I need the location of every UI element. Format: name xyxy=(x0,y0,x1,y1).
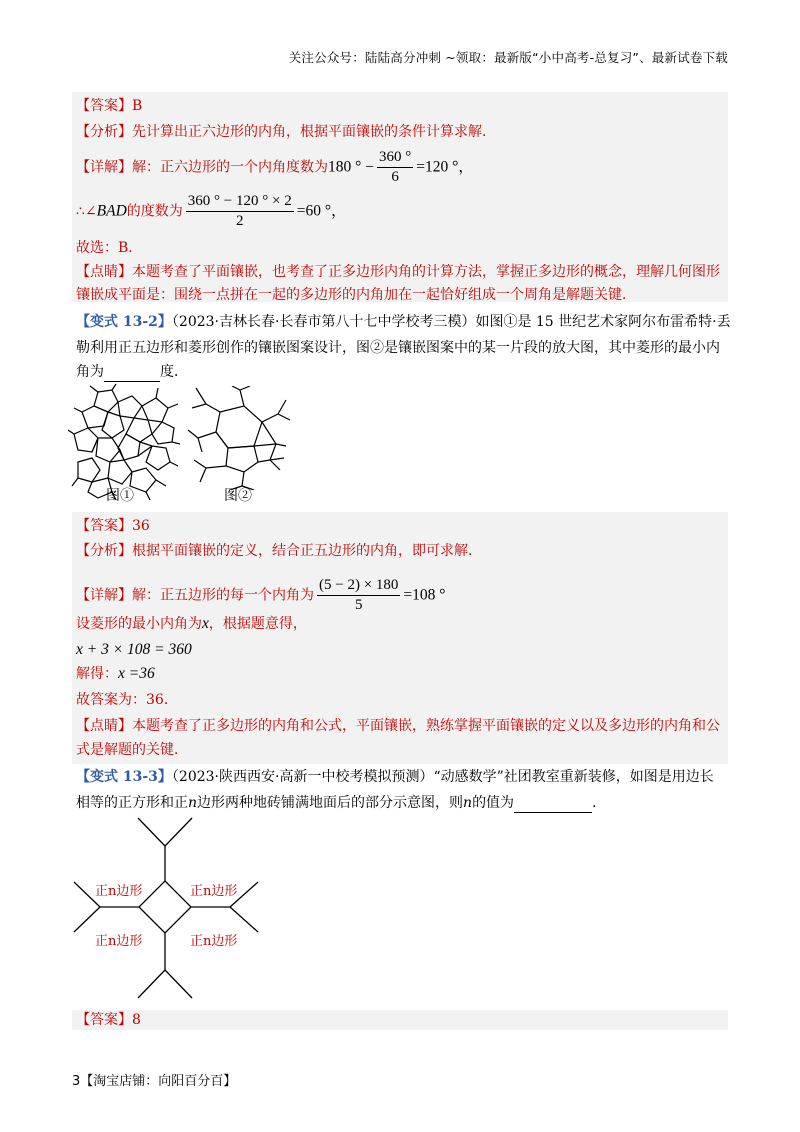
detail-line-3 xyxy=(76,576,446,615)
fraction-numerator: (5 − 2) × 180 xyxy=(317,576,400,596)
detail-text: 解：正五边形的每一个内角为 xyxy=(132,587,314,604)
figure-2-caption: 图② xyxy=(224,488,252,504)
q3-text-b: 边形两种地砖铺满地面后的部分示意图，则 xyxy=(197,795,464,811)
detail-tag: 【详解】 xyxy=(76,587,132,604)
solve-equation: x =36 xyxy=(118,665,155,682)
question-13-2-line-1 xyxy=(76,312,731,332)
detail-tag: 【详解】 xyxy=(76,159,132,176)
question-text-3: 角为 xyxy=(76,364,104,380)
question-13-2-line-2: 勒利用正五边形和菱形创作的镶嵌图案设计，图②是镶嵌图案中的某一片段的放大图，其中菱形的最小内 xyxy=(76,340,720,356)
choose-line: 故选：B． xyxy=(76,240,143,256)
fraction xyxy=(377,148,413,187)
label-ngon-top-right: 正n边形 xyxy=(190,884,238,899)
point-line-2: 镶嵌成平面是：围绕一点拼在一起的多边形的内角加在一起恰好组成一个周角是解题关键． xyxy=(76,287,636,303)
label-ngon-top-left: 正n边形 xyxy=(95,884,143,899)
analysis-text: 根据平面镶嵌的定义，结合正五边形的内角，即可求解． xyxy=(132,543,482,559)
solution-block-3 xyxy=(72,1010,728,1030)
detail-text-2: 的度数为 xyxy=(126,203,183,220)
detail-text: 解：正六边形的一个内角度数为 xyxy=(132,159,328,176)
set-line xyxy=(76,614,307,634)
center-square xyxy=(139,881,191,933)
question-13-3-line-1 xyxy=(76,767,714,787)
fraction-numerator: 360 ° − 120 ° × 2 xyxy=(186,192,294,212)
fraction-numerator: 360 ° xyxy=(377,148,413,168)
formula-result-2: =60 °， xyxy=(296,202,347,220)
final-line: 故答案为：36． xyxy=(76,692,178,708)
answer-line-3 xyxy=(76,1010,141,1030)
solve-line xyxy=(76,664,155,684)
figure-3-tiling xyxy=(70,812,270,1012)
q3-text-c: 的值为 xyxy=(472,795,515,811)
fraction-denominator: 2 xyxy=(235,213,244,229)
answer-value: 8 xyxy=(132,1012,141,1028)
page-header: 关注公众号：陆陆高分冲刺 ~领取：最新版“小中高考-总复习”、最新试卷下载 xyxy=(288,50,728,65)
equation-line: x + 3 × 108 = 360 xyxy=(76,641,192,658)
answer-value: B xyxy=(132,98,143,114)
fraction-3 xyxy=(317,576,400,615)
figure-1-caption: 图① xyxy=(106,488,134,504)
fraction-denominator: 6 xyxy=(391,169,399,185)
answer-tag: 【答案】 xyxy=(76,1012,132,1028)
answer-blank-2 xyxy=(514,796,592,813)
question-text: （2023·吉林长春·长春市第八十七中学校考三模）如图①是 15 世纪艺术家阿尔布雷希特·丢 xyxy=(171,314,731,330)
variable-n: n xyxy=(188,795,198,811)
fraction-2 xyxy=(186,192,294,231)
therefore-symbol: ∴∠ xyxy=(76,203,97,220)
q3-text-a: 相等的正方形和正 xyxy=(76,795,188,811)
point-tag: 【点睛】 xyxy=(76,718,132,734)
answer-line-1 xyxy=(76,96,142,116)
point-text-1: 本题考查了平面镶嵌，也考查了正多边形内角的计算方法，掌握正多边形的概念，理解几何图形 xyxy=(132,264,720,280)
variable-n-2: n xyxy=(463,795,473,811)
set-text: 设菱形的最小内角为 xyxy=(76,616,202,632)
formula-part: 180 ° − xyxy=(328,158,374,176)
answer-tag: 【答案】 xyxy=(76,518,132,534)
detail-line-1 xyxy=(76,148,474,187)
question-text-3-end: 度． xyxy=(160,364,188,380)
question-tag: 【变式 13-2】 xyxy=(76,314,172,330)
point-line-4: 式是解题的关键． xyxy=(76,742,188,758)
analysis-tag: 【分析】 xyxy=(76,543,132,559)
answer-value: 36 xyxy=(132,518,150,534)
question-13-3-line-2: 相等的正方形和正n边形两种地砖铺满地面后的部分示意图，则n的值为 ． xyxy=(76,795,607,811)
formula-result: =120 °， xyxy=(416,158,474,176)
point-text-3: 本题考查了正多边形的内角和公式，平面镶嵌，熟练掌握平面镶嵌的定义以及多边形的内角和公 xyxy=(132,718,720,734)
set-text-end: ，根据题意得， xyxy=(208,616,307,632)
analysis-text: 先计算出正六边形的内角，根据平面镶嵌的条件计算求解． xyxy=(132,124,496,140)
label-ngon-bottom-left: 正n边形 xyxy=(95,934,143,949)
analysis-tag: 【分析】 xyxy=(76,124,132,140)
question-13-2-line-3 xyxy=(76,362,188,382)
figure-2-fragment xyxy=(186,386,290,490)
solve-text: 解得： xyxy=(76,666,118,682)
variable-x: x xyxy=(202,615,209,632)
analysis-line-1 xyxy=(76,122,496,142)
point-line-3 xyxy=(76,716,720,736)
formula-result-3: =108 ° xyxy=(403,586,446,604)
analysis-line-2 xyxy=(76,541,482,561)
label-ngon-bottom-right: 正n边形 xyxy=(190,934,238,949)
question-tag: 【变式 13-3】 xyxy=(76,769,172,785)
page-footer: 3【淘宝店铺：向阳百分百】 xyxy=(72,1074,237,1089)
answer-blank xyxy=(104,365,160,382)
fraction-denominator: 5 xyxy=(354,597,363,613)
point-line-1 xyxy=(76,262,720,282)
answer-line-2 xyxy=(76,516,150,536)
point-tag: 【点睛】 xyxy=(76,264,132,280)
answer-tag: 【答案】 xyxy=(76,98,132,114)
angle-variable: BAD xyxy=(96,202,127,220)
figure-1-tiling xyxy=(68,382,180,502)
question-text: （2023·陕西西安·高新一中校考模拟预测）“动感数学”社团教室重新装修，如图是用边长 xyxy=(171,769,714,785)
detail-line-2 xyxy=(76,192,347,231)
